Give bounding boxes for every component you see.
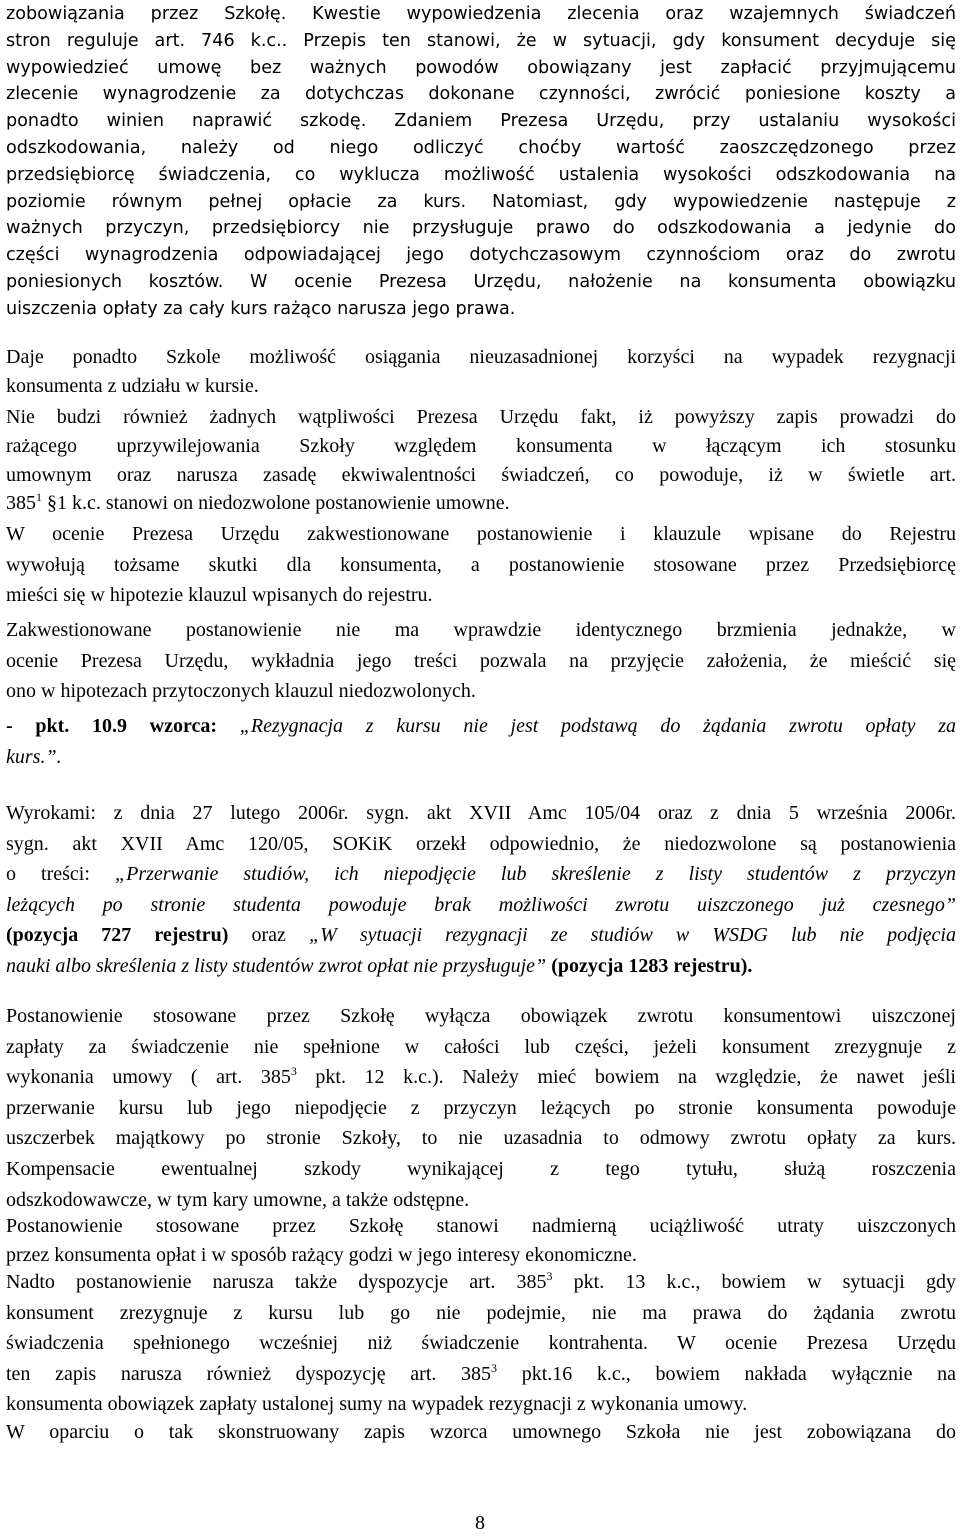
text-line: przerwanie kursu lub jego niepodjęcie z przyczyn leżących po stronie konsumenta powoduje xyxy=(6,1096,956,1119)
text-line xyxy=(6,860,956,891)
paragraph-korzysc xyxy=(6,343,956,401)
text-line: Postanowienie stosowane przez Szkołę stanowi nadmierną uciążliwość utraty uiszczonych xyxy=(6,1215,956,1237)
register-position: (pozycja 727 rejestru) xyxy=(6,924,229,947)
text-line: mieści się w hipotezie klauzul wpisanych do rejestru. xyxy=(6,584,433,607)
text-segment: ten zapis narusza również dyspozycję art. 385 xyxy=(6,1362,492,1385)
text-line: wypowiedzieć umowę bez ważnych powodów obowiązany jest zapłacić przyjmującemu xyxy=(6,57,956,78)
text-segment: Nadto postanowienie narusza także dyspozycje art. 385 xyxy=(6,1271,547,1293)
text-line: uszczerbek majątkowy po stronie Szkoły, to nie uzasadnia to odmowy zwrotu opłaty za kurs. xyxy=(6,1127,956,1150)
text-line: poniesionych kosztów. W ocenie Prezesa Urzędu, nałożenie na konsumenta obowiązku xyxy=(6,271,956,292)
text-line: konsumenta obowiązek zapłaty ustalonej sumy na wypadek rezygnacji z wykonania umowy. xyxy=(6,1393,748,1416)
text-segment: §1 k.c. stanowi on niedozwolone postanowienie umowne. xyxy=(47,492,510,515)
text-line: odszkodowania, należy od niego odliczyć choćby wartość zaoszczędzonego przez xyxy=(6,137,956,158)
text-line: konsumenta z udziału w kursie. xyxy=(6,374,259,397)
paragraph-obowiazek-zwrotu xyxy=(6,1002,956,1216)
paragraph-rejestr xyxy=(6,520,956,612)
text-line: zlecenie wynagrodzenie za dotychczas dokonane czynności, zwrócić poniesione koszty a xyxy=(6,84,956,105)
text-line: zobowiązania przez Szkołę. Kwestie wypowiedzenia zlecenia oraz wzajemnych świadczeń xyxy=(6,4,956,24)
section-label: - pkt. 10.9 wzorca: xyxy=(6,715,218,737)
paragraph-w-oparciu xyxy=(6,1418,956,1447)
text-line: sygn. akt XVII Amc 120/05, SOKiK orzekł odpowiednio, że niedozwolone są postanowienia xyxy=(6,832,956,855)
text-line: rażącego uprzywilejowania Szkoły względem konsumenta w łączącym ich stosunku xyxy=(6,434,956,457)
text-line: uiszczenia opłaty za cały kurs rażąco narusza jego prawa. xyxy=(6,298,516,319)
text-line xyxy=(6,712,956,743)
text-line: W oparciu o tak skonstruowany zapis wzorca umownego Szkoła nie jest zobowiązana do xyxy=(6,1421,956,1443)
text-line: ono w hipotezach przytoczonych klauzul niedozwolonych. xyxy=(6,680,476,703)
paragraph-dyspozycje xyxy=(6,1268,956,1421)
text-segment: pkt. 13 k.c., bowiem w sytuacji gdy xyxy=(552,1271,956,1293)
text-line: Zakwestionowane postanowienie nie ma wprawdzie identycznego brzmienia jednakże, w xyxy=(6,619,956,641)
register-position: (pozycja 1283 rejestru). xyxy=(546,954,753,977)
text-line: umownym oraz narusza zasadę ekwiwalentności świadczeń, co powoduje, iż w świetle art. xyxy=(6,463,956,486)
text-line: wywołują tożsame skutki dla konsumenta, a postanowienie stosowane przez Przedsiębiorcę xyxy=(6,553,956,576)
section-pkt-10-9 xyxy=(6,712,956,773)
quoted-clause: „Przerwanie studiów, ich niepodjęcie lub skreślenie z listy studentów z przyczyn xyxy=(114,863,956,886)
text-line: Wyrokami: z dnia 27 lutego 2006r. sygn. akt XVII Amc 105/04 oraz z dnia 5 września 2006r. xyxy=(6,802,956,824)
text-line xyxy=(6,1063,956,1094)
paragraph-zakwestionowane xyxy=(6,616,956,708)
text-line: Daje ponadto Szkole możliwość osiągania nieuzasadnionej korzyści na wypadek rezygnacji xyxy=(6,346,956,368)
text-line xyxy=(6,921,956,952)
paragraph-uciazliwosc xyxy=(6,1212,956,1270)
text-line xyxy=(6,1268,956,1299)
quoted-clause: „Rezygnacja z kursu nie jest podstawą do żądania zwrotu opłaty za xyxy=(239,715,956,737)
text-segment: wykonania umowy ( art. 385 xyxy=(6,1066,291,1089)
text-segment: o treści: xyxy=(6,863,115,886)
text-line: przez konsumenta opłat i w sposób rażący godzi w jego interesy ekonomiczne. xyxy=(6,1243,637,1266)
text-line: poziomie równym pełnej opłacie za kurs. Natomiast, gdy wypowiedzenie następuje z xyxy=(6,191,956,212)
text-line xyxy=(6,952,956,983)
text-line: kurs.”. xyxy=(6,745,62,768)
text-segment: pkt. 12 k.c.). Należy mieć bowiem na względzie, że nawet jeśli xyxy=(296,1066,956,1089)
text-line: leżących po stronie studenta powoduje brak możliwości zwrotu uiszczonego już czesnego” xyxy=(6,893,956,916)
superscript: 1 xyxy=(36,490,42,505)
text-line: stron reguluje art. 746 k.c.. Przepis ten stanowi, że w sytuacji, gdy konsument decyduje się xyxy=(6,30,956,51)
paragraph-wyroki xyxy=(6,799,956,983)
superscript: 3 xyxy=(290,1064,297,1079)
text-line: ponadto winien naprawić szkodę. Zdaniem Prezesa Urzędu, przy ustalaniu wysokości xyxy=(6,111,956,132)
text-line: Nie budzi również żadnych wątpliwości Prezesa Urzędu fakt, iż powyższy zapis prowadzi do xyxy=(6,406,956,428)
text-segment: oraz xyxy=(228,924,309,947)
paragraph-art-746 xyxy=(6,1,956,323)
text-line: ważnych przyczyn, przedsiębiorcy nie przysługuje prawo do odszkodowania a jedynie do xyxy=(6,218,956,239)
superscript: 3 xyxy=(546,1269,553,1283)
text-line: zapłaty za świadczenie nie spełnione w całości lub części, jeżeli konsument zrezygnuje z xyxy=(6,1035,956,1058)
text-segment: pkt.16 k.c., bowiem nakłada wyłącznie na xyxy=(497,1362,956,1385)
quoted-clause: nauki albo skreślenia z listy studentów zwrot opłat nie przysługuje” xyxy=(6,954,547,977)
superscript: 3 xyxy=(491,1360,498,1375)
text-line: odszkodowawcze, w tym kary umowne, a także odstępne. xyxy=(6,1188,470,1211)
text-line: W ocenie Prezesa Urzędu zakwestionowane postanowienie i klauzule wpisane do Rejestru xyxy=(6,523,956,545)
text-line xyxy=(6,1360,956,1391)
text-line xyxy=(6,489,956,518)
text-line: świadczenia spełnionego wcześniej niż świadczenie kontrahenta. W ocenie Prezesa Urzędu xyxy=(6,1332,956,1355)
text-line: Kompensacie ewentualnej szkody wynikającej z tego tytułu, służą roszczenia xyxy=(6,1157,956,1180)
article-number: 385 xyxy=(6,492,36,515)
quoted-clause: „W sytuacji rezygnacji ze studiów w WSDG lub nie podjęcia xyxy=(309,924,956,947)
text-line: ocenie Prezesa Urzędu, wykładnia jego treści pozwala na przyjęcie założenia, że mieścić się xyxy=(6,649,956,672)
paragraph-uprzywilejowanie xyxy=(6,403,956,518)
text-line: konsument zrezygnuje z kursu lub go nie podejmie, nie ma prawa do żądania zwrotu xyxy=(6,1301,956,1324)
text-line: Postanowienie stosowane przez Szkołę wyłącza obowiązek zwrotu konsumentowi uiszczonej xyxy=(6,1005,956,1027)
page-number: 8 xyxy=(475,1512,485,1534)
text-line: części wynagrodzenia odpowiadającej jego dotychczasowym czynnościom oraz do zwrotu xyxy=(6,245,956,266)
text-line: przedsiębiorcę świadczenia, co wyklucza możliwość ustalenia wysokości odszkodowania na xyxy=(6,164,956,185)
